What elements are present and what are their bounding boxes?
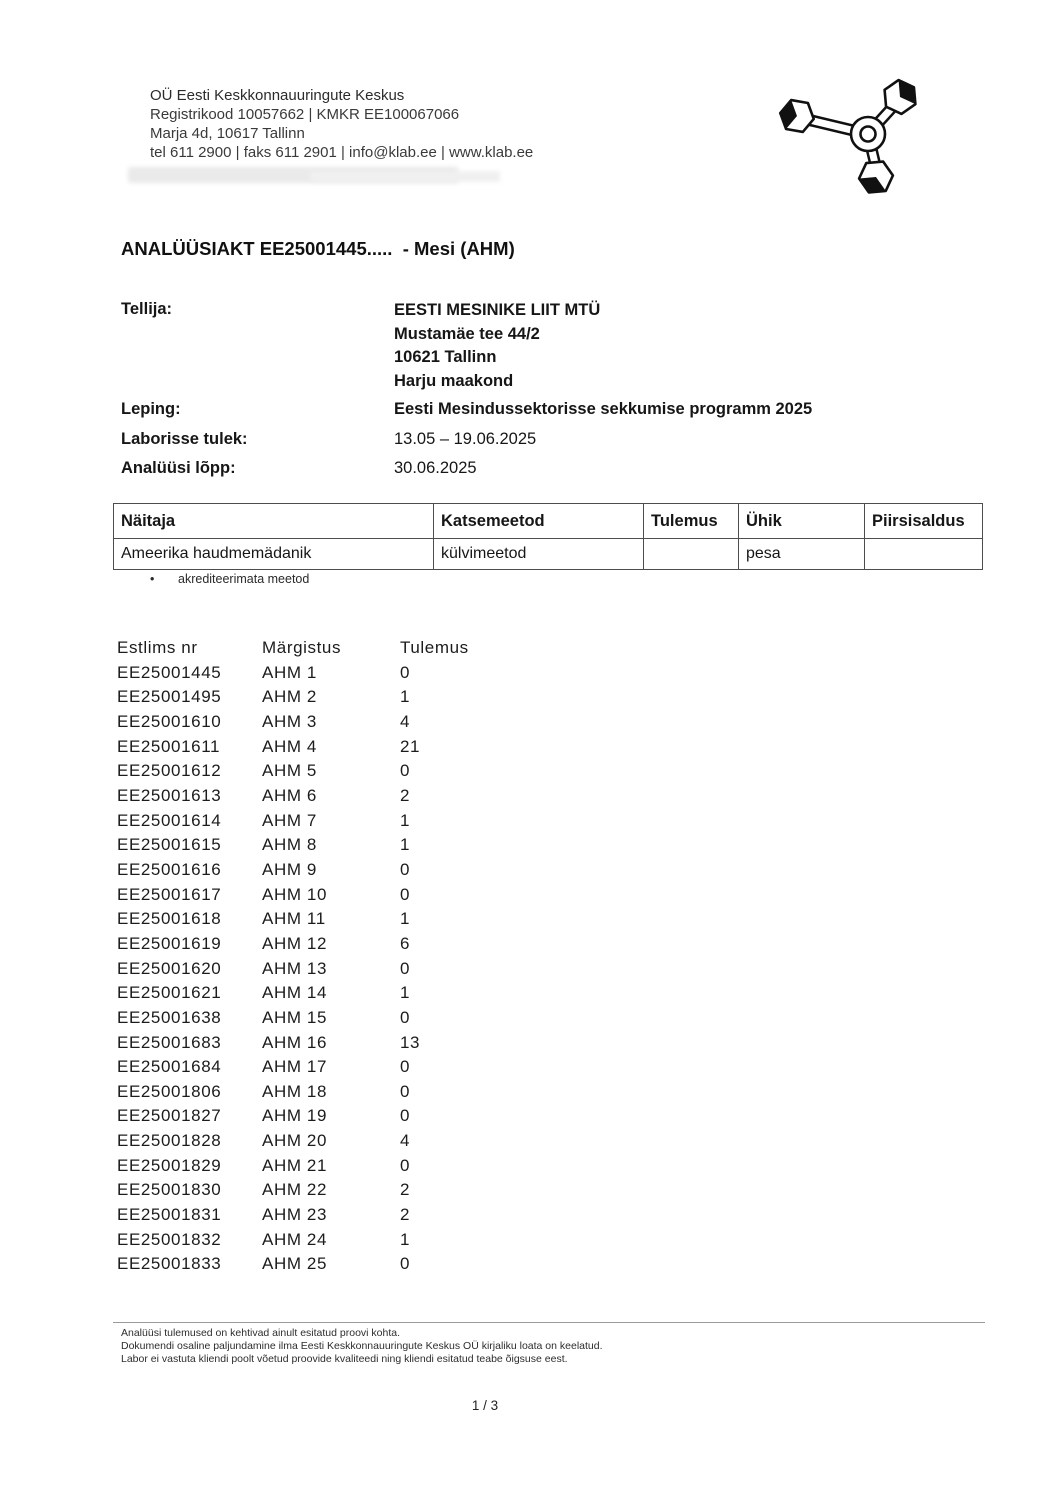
analyysi-lopp-value: 30.06.2025 bbox=[394, 459, 477, 477]
sample-row bbox=[117, 833, 520, 858]
sample-result: 4 bbox=[400, 711, 411, 731]
sample-id: EE25001619 bbox=[117, 933, 222, 953]
sample-row bbox=[117, 1228, 520, 1253]
col-katsemeetod: Katsemeetod bbox=[434, 504, 644, 539]
sample-row bbox=[117, 1080, 520, 1105]
sample-result: 1 bbox=[400, 835, 411, 855]
sample-result: 13 bbox=[400, 1032, 421, 1052]
sample-id: EE25001617 bbox=[117, 884, 222, 904]
sample-result: 0 bbox=[400, 1254, 411, 1274]
sample-mark: AHM 12 bbox=[262, 933, 328, 953]
sample-result: 6 bbox=[400, 933, 411, 953]
sample-result: 0 bbox=[400, 1081, 411, 1101]
page-title: ANALÜÜSIAKT EE25001445..... - Mesi (AHM) bbox=[121, 238, 515, 259]
sample-row bbox=[117, 1203, 520, 1228]
col-naitaja: Näitaja bbox=[114, 504, 434, 539]
sample-result: 0 bbox=[400, 1106, 411, 1126]
sample-id: EE25001620 bbox=[117, 958, 222, 978]
sample-mark: AHM 18 bbox=[262, 1081, 328, 1101]
sample-result: 0 bbox=[400, 1057, 411, 1077]
sample-mark: AHM 6 bbox=[262, 785, 317, 805]
sample-mark: AHM 5 bbox=[262, 761, 317, 781]
sample-id: EE25001638 bbox=[117, 1007, 222, 1027]
sample-row bbox=[117, 759, 520, 784]
sample-id: EE25001684 bbox=[117, 1057, 222, 1077]
sample-mark: AHM 1 bbox=[262, 662, 317, 682]
sample-id: EE25001831 bbox=[117, 1205, 222, 1225]
sample-mark: AHM 24 bbox=[262, 1229, 328, 1249]
laborisse-label: Laborisse tulek: bbox=[121, 430, 248, 448]
sample-result: 0 bbox=[400, 859, 411, 879]
sample-row bbox=[117, 1031, 520, 1056]
sample-row bbox=[117, 1006, 520, 1031]
sample-mark: AHM 7 bbox=[262, 810, 317, 830]
client-name: EESTI MESINIKE LIIT MTÜ bbox=[394, 301, 601, 319]
sample-id: EE25001616 bbox=[117, 859, 222, 879]
sample-result: 1 bbox=[400, 687, 411, 707]
sample-row bbox=[117, 809, 520, 834]
sample-result: 2 bbox=[400, 785, 411, 805]
sample-row bbox=[117, 1252, 520, 1277]
sample-row bbox=[117, 981, 520, 1006]
page-number: 1 / 3 bbox=[471, 1398, 499, 1413]
sample-id: EE25001611 bbox=[117, 736, 221, 756]
sample-row bbox=[117, 710, 520, 735]
sample-result: 0 bbox=[400, 761, 411, 781]
cell-katsemeetod: külvimeetod bbox=[434, 539, 644, 570]
sample-id: EE25001610 bbox=[117, 711, 222, 731]
sample-id: EE25001612 bbox=[117, 761, 222, 781]
footer-disclaimer bbox=[121, 1327, 603, 1366]
registry-line: Registrikood 10057662 | KMKR EE100067066 bbox=[150, 106, 460, 123]
analyysi-lopp-label: Analüüsi lõpp: bbox=[121, 459, 236, 477]
col-tulemus: Tulemus bbox=[644, 504, 739, 539]
col-uhik: Ühik bbox=[739, 504, 865, 539]
contact-line: tel 611 2900 | faks 611 2901 | info@klab.ee | www.klab.ee bbox=[150, 144, 534, 161]
sample-id: EE25001613 bbox=[117, 785, 222, 805]
sample-id: EE25001495 bbox=[117, 687, 222, 707]
leping-value: Eesti Mesindussektorisse sekkumise programm 2025 bbox=[394, 400, 813, 418]
client-city: 10621 Tallinn bbox=[394, 348, 497, 366]
sample-row bbox=[117, 883, 520, 908]
sample-row bbox=[117, 1129, 520, 1154]
samples-rows bbox=[117, 661, 520, 1277]
sample-result: 0 bbox=[400, 884, 411, 904]
sample-row bbox=[117, 957, 520, 982]
sample-id: EE25001829 bbox=[117, 1155, 222, 1175]
sample-mark: AHM 19 bbox=[262, 1106, 328, 1126]
sample-row bbox=[117, 932, 520, 957]
sample-id: EE25001833 bbox=[117, 1254, 222, 1274]
client-street: Mustamäe tee 44/2 bbox=[394, 324, 540, 343]
sample-mark: AHM 16 bbox=[262, 1032, 328, 1052]
sample-row bbox=[117, 784, 520, 809]
bullet-icon: • bbox=[150, 572, 155, 586]
cell-naitaja: Ameerika haudmemädanik bbox=[114, 539, 434, 570]
sample-row bbox=[117, 735, 520, 760]
sample-id: EE25001618 bbox=[117, 909, 222, 929]
sample-result: 1 bbox=[400, 810, 411, 830]
sample-result: 0 bbox=[400, 958, 411, 978]
sample-row bbox=[117, 1178, 520, 1203]
analysis-table bbox=[113, 503, 983, 570]
footer-line: Dokumendi osaline paljundamine ilma Eesti Keskkonnauuringute Keskus OÜ kirjaliku loata on keelatud. bbox=[121, 1340, 603, 1352]
samples-col-estlims: Estlims nr bbox=[117, 638, 198, 657]
molecule-logo-icon bbox=[776, 70, 956, 205]
cell-piirsisaldus bbox=[865, 539, 983, 570]
sample-result: 21 bbox=[400, 736, 421, 756]
sample-id: EE25001806 bbox=[117, 1081, 222, 1101]
analysis-table-header-row bbox=[114, 504, 983, 539]
footer-divider bbox=[113, 1322, 985, 1323]
sample-result: 2 bbox=[400, 1205, 411, 1225]
sample-mark: AHM 11 bbox=[262, 909, 326, 929]
sample-row bbox=[117, 1055, 520, 1080]
sample-id: EE25001828 bbox=[117, 1131, 222, 1151]
samples-col-tulemus: Tulemus bbox=[400, 638, 469, 657]
tellija-value bbox=[394, 299, 600, 393]
sample-mark: AHM 4 bbox=[262, 736, 317, 756]
sample-id: EE25001621 bbox=[117, 983, 222, 1003]
sample-mark: AHM 21 bbox=[262, 1155, 328, 1175]
sample-result: 0 bbox=[400, 1155, 411, 1175]
sample-mark: AHM 9 bbox=[262, 859, 317, 879]
sample-mark: AHM 3 bbox=[262, 711, 317, 731]
letterhead bbox=[150, 86, 533, 162]
scan-artifact bbox=[310, 171, 500, 182]
sample-mark: AHM 13 bbox=[262, 958, 328, 978]
footer-line: Labor ei vastuta kliendi poolt võetud proovide kvaliteedi ning kliendi esitatud teabe õigsuse eest. bbox=[121, 1353, 568, 1365]
address-line: Marja 4d, 10617 Tallinn bbox=[150, 125, 305, 142]
sample-row bbox=[117, 685, 520, 710]
sample-result: 1 bbox=[400, 1229, 411, 1249]
col-piirsisaldus: Piirsisaldus bbox=[865, 504, 983, 539]
leping-label: Leping: bbox=[121, 400, 181, 418]
sample-id: EE25001832 bbox=[117, 1229, 222, 1249]
sample-row bbox=[117, 907, 520, 932]
footer-line: Analüüsi tulemused on kehtivad ainult esitatud proovi kohta. bbox=[121, 1327, 401, 1339]
sample-row bbox=[117, 858, 520, 883]
sample-result: 0 bbox=[400, 1007, 411, 1027]
sample-result: 2 bbox=[400, 1180, 411, 1200]
sample-mark: AHM 17 bbox=[262, 1057, 328, 1077]
sample-mark: AHM 25 bbox=[262, 1254, 328, 1274]
cell-tulemus bbox=[644, 539, 739, 570]
sample-result: 4 bbox=[400, 1131, 411, 1151]
sample-mark: AHM 15 bbox=[262, 1007, 328, 1027]
sample-row bbox=[117, 661, 520, 686]
sample-row bbox=[117, 1154, 520, 1179]
sample-id: EE25001615 bbox=[117, 835, 222, 855]
company-name: OÜ Eesti Keskkonnauuringute Keskus bbox=[150, 87, 405, 104]
samples-list bbox=[117, 636, 520, 1277]
sample-mark: AHM 10 bbox=[262, 884, 328, 904]
tellija-label: Tellija: bbox=[121, 300, 173, 318]
sample-result: 0 bbox=[400, 662, 411, 682]
sample-mark: AHM 14 bbox=[262, 983, 328, 1003]
client-county: Harju maakond bbox=[394, 371, 514, 390]
sample-id: EE25001827 bbox=[117, 1106, 222, 1126]
laborisse-value: 13.05 – 19.06.2025 bbox=[394, 430, 537, 448]
sample-row bbox=[117, 1104, 520, 1129]
sample-id: EE25001445 bbox=[117, 662, 222, 682]
sample-id: EE25001683 bbox=[117, 1032, 222, 1052]
footnote-text: akrediteerimata meetod bbox=[178, 572, 310, 586]
sample-mark: AHM 22 bbox=[262, 1180, 328, 1200]
sample-mark: AHM 2 bbox=[262, 687, 317, 707]
samples-col-margistus: Märgistus bbox=[262, 638, 342, 657]
analysis-table-row bbox=[114, 539, 983, 570]
samples-header-row bbox=[117, 636, 520, 661]
sample-id: EE25001614 bbox=[117, 810, 222, 830]
sample-result: 1 bbox=[400, 909, 411, 929]
table-footnote bbox=[150, 572, 309, 586]
cell-uhik: pesa bbox=[739, 539, 865, 570]
sample-mark: AHM 23 bbox=[262, 1205, 328, 1225]
sample-id: EE25001830 bbox=[117, 1180, 222, 1200]
sample-mark: AHM 20 bbox=[262, 1131, 328, 1151]
sample-mark: AHM 8 bbox=[262, 835, 317, 855]
sample-result: 1 bbox=[400, 983, 411, 1003]
